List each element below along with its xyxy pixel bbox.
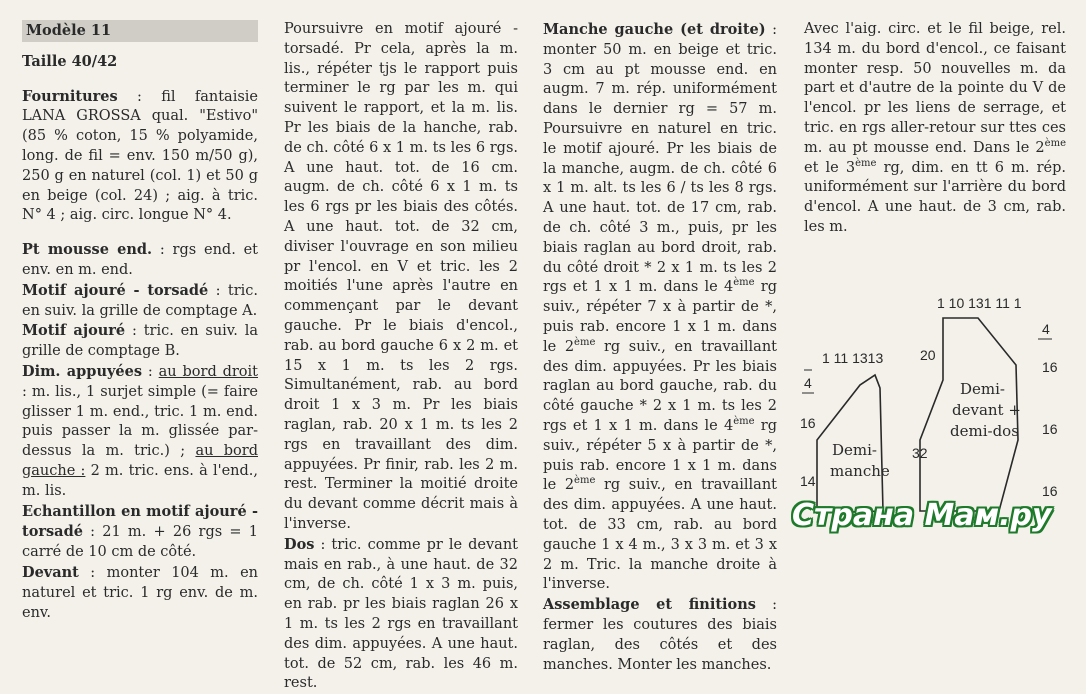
site-watermark: Страна Мам.ру	[792, 498, 1052, 533]
sleeve-top-measure: 1 11 1313	[822, 350, 884, 366]
sleeve-cuff	[860, 375, 880, 388]
size-title: Taille 40/42	[22, 52, 118, 70]
body-top-measure: 1 10 131 11 1	[937, 295, 1022, 311]
body-label-2: devant +	[952, 401, 1021, 419]
dim-appuyees-paragraph: Dim. appuyées : au bord droit : m. lis., 1 surjet simple (= faire glisser 1 m. end., tric. 1 m. end. puis passer la m. glissée par-dessus la m. tric.) ; au bord gauche : 2 m. tric. ens. à l'end., m. lis.	[22, 362, 258, 499]
echantillon-paragraph: Echantillon en motif ajouré - torsadé : 21 m. + 26 rgs = 1 carré de 10 cm de côté.	[22, 502, 258, 561]
manche-paragraph: Manche gauche (et droite) : monter 50 m. en beige et tric. 3 cm au pt mousse end. en augm. 7 m. rép. uniformément dans le dernier rg = 57 m. Poursuivre en naturel en tric. le motif ajouré. Pr les biais de la manche, augm. de ch. côté 6 x 1 m. alt. ts les 6 / ts les 8 rgs. A une haut. tot. de 17 cm, rab. de ch. côté 3 m., puis, pr les biais raglan au bord droit, rab. du côté droit * 2 x 1 m. ts les 2 rgs et 1 x 1 m. dans le 4ème rg suiv., répéter 7 x à partir de *, puis rab. encore 1 x 1 m. dans le 2ème rg suiv., en travaillant des dim. appuyées. Pr les biais raglan au bord gauche, rab. du côté gauche * 2 x 1 m. ts les 2 rgs et 1 x 1 m. dans le 4ème rg suiv., répéter 5 x à partir de *, puis rab. encore 1 x 1 m. dans le 2ème rg suiv., en travaillant des dim. appuyées. A une haut. tot. de 33 cm, rab. au bord gauche 1 x 4 m., 3 x 3 m. et 3 x 2 m. Tric. la manche droite à l'inverse.	[543, 21, 777, 593]
motif-torsade-paragraph: Motif ajouré - torsadé : tric. en suiv. la grille de comptage A.	[22, 281, 258, 319]
dim-14-left: 14	[800, 473, 816, 489]
devant-paragraph: Devant : monter 104 m. en naturel et tric. 1 rg env. de m. env.	[22, 563, 258, 621]
devant-continued-paragraph: Poursuivre en motif ajouré - torsadé. Pr cela, après la m. lis., répéter tjs le rapport puis terminer le rg par les m. qui suivent le rapport, et la m. lis. Pr les biais de la hanche, rab. de ch. côté 6 x 1 m. ts les 6 rgs. A une haut. tot. de 16 cm. augm. de ch. côté 6 x 1 m. ts les 6 rgs pr les biais des côtés. A une haut. tot. de 32 cm, diviser l'ouvrage en son milieu pr l'encol. en V et tric. les 2 moitiés l'une après l'autre en commençant par le devant gauche. Pr le biais d'encol., rab. au bord gauche 6 x 2 m. et 15 x 1 m. ts les 2 rgs. Simultanément, rab. au bord droit 1 x 3 m. Pr les biais raglan, rab. 20 x 1 m. ts les 2 rgs en travaillant des dim. appuyées. Pr finir, rab. les 2 m. rest. Terminer la moitié droite du devant comme décrit mais à l'inverse.	[284, 21, 518, 532]
column-2	[284, 20, 518, 694]
column-1	[22, 20, 258, 623]
pt-mousse-paragraph: Pt mousse end. : rgs end. et env. en m. end.	[22, 241, 258, 278]
sleeve-label-2: manche	[830, 462, 890, 480]
fournitures-paragraph: Fournitures : fil fantaisie LANA GROSSA qual. "Estivo" (85 % coton, 15 % polyamide, long. de fil = env. 150 m/50 g), 250 g en naturel (col. 1) et 50 g en beige (col. 24) ; aig. à tric. N° 4 ; aig. circ. longue N° 4.	[22, 87, 258, 224]
sleeve-label-1: Demi-	[832, 441, 877, 459]
column-3	[543, 20, 777, 675]
model-title: Modèle 11	[22, 20, 258, 42]
dim-32: 32	[912, 445, 928, 461]
column-4	[804, 20, 1066, 238]
body-label-3: demi-dos	[950, 422, 1019, 440]
dim-4-left: 4	[804, 375, 812, 391]
motif-ajoure-paragraph: Motif ajouré : tric. en suiv. la grille de comptage B.	[22, 322, 258, 360]
dim-16-left: 16	[800, 415, 816, 431]
dim-16-right-a: 16	[1042, 359, 1058, 375]
dim-20: 20	[920, 347, 936, 363]
assemblage-paragraph: Assemblage et finitions : fermer les coutures des biais raglan, des côtés et des manches. Monter les manches.	[543, 596, 777, 673]
body-label-1: Demi-	[960, 380, 1005, 398]
dim-16-right-b: 16	[1042, 421, 1058, 437]
dos-paragraph: Dos : tric. comme pr le devant mais en rab., à une haut. de 32 cm, de ch. côté 1 x 3 m. puis, en rab. pr les biais raglan 26 x 1 m. ts les 2 rgs en travaillant des dim. appuyées. A une haut. tot. de 52 cm, rab. les 46 m. rest.	[284, 535, 518, 692]
dim-16-right-c: 16	[1042, 483, 1058, 499]
dim-4-right: 4	[1042, 321, 1050, 337]
encolure-paragraph: Avec l'aig. circ. et le fil beige, rel. 134 m. du bord d'encol., ce faisant monter resp. 50 nouvelles m. da part et d'autre de la pointe du V de l'encol. pr les liens de serrage, et tric. en rgs aller-retour sur ttes ces m. au pt mousse end. Dans le 2ème et le 3ème rg, dim. en tt 6 m. rép. uniformément sur l'arrière du bord d'encol. A une haut. de 3 cm, rab. les m.	[804, 21, 1066, 235]
